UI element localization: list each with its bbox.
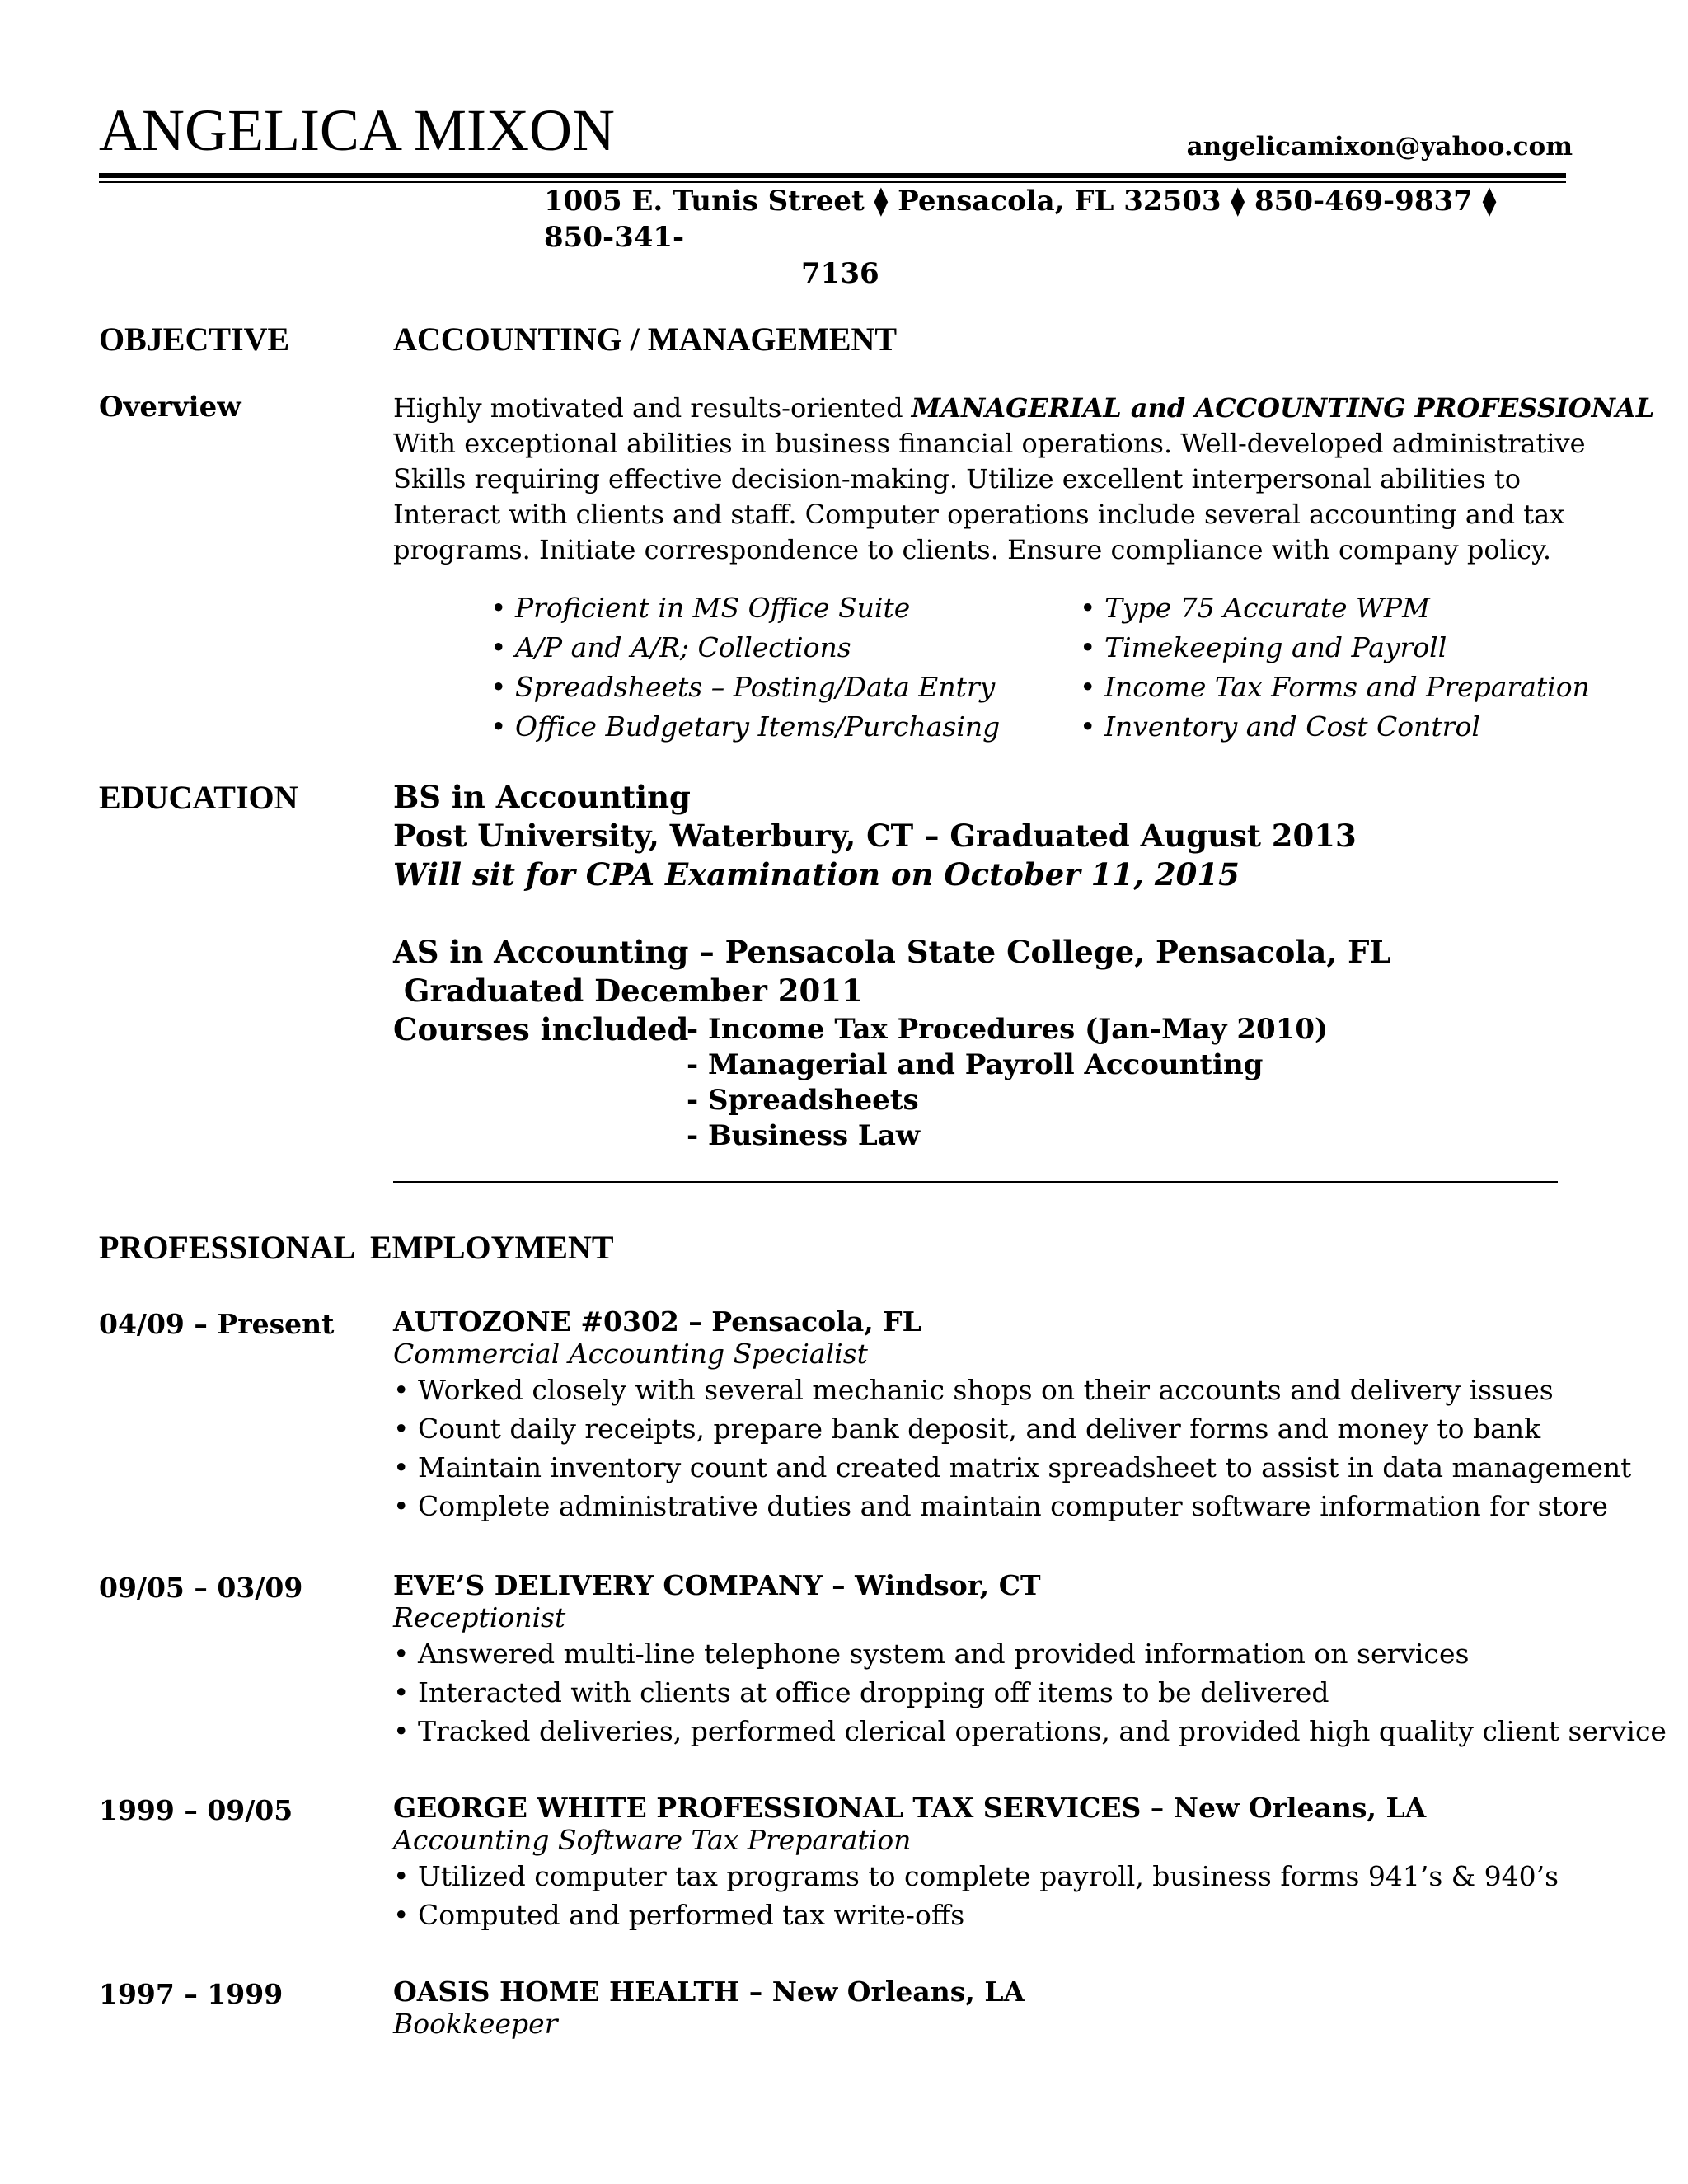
overview-line-5: programs. Initiate correspondence to clients. Ensure compliance with company policy. (393, 534, 1552, 565)
skill-item: • Timekeeping and Payroll (1080, 631, 1447, 663)
job-employer: OASIS HOME HEALTH – New Orleans, LA (393, 1975, 1025, 2008)
skills-right-column (1080, 588, 1590, 747)
job-bullet: • Worked closely with several mechanic shops on their accounts and delivery issues (393, 1374, 1554, 1406)
overview-label: Overview (99, 391, 241, 424)
job-role: Bookkeeper (393, 2008, 558, 2040)
email-address: angelicamixon@yahoo.com (1186, 132, 1573, 162)
course-item: - Spreadsheets (687, 1084, 919, 1117)
skill-item: • Inventory and Cost Control (1080, 710, 1480, 743)
address-line-1: 1005 E. Tunis Street ⧫ Pensacola, FL 32503 ⧫ 850-469-9837 ⧫ 850-341- (544, 185, 1497, 254)
overview-line-1 (393, 391, 1655, 426)
job-dates: 04/09 – Present (99, 1308, 335, 1340)
job-bullet: • Complete administrative duties and maintain computer software information for store (393, 1490, 1608, 1522)
objective-heading: OBJECTIVE (99, 321, 290, 358)
job-bullet: • Computed and performed tax write-offs (393, 1899, 965, 1931)
skill-item: • Office Budgetary Items/Purchasing (490, 710, 1001, 743)
skill-item: • Spreadsheets – Posting/Data Entry (490, 671, 996, 703)
job-bullet: • Interacted with clients at office dropping off items to be delivered (393, 1676, 1329, 1708)
header-rule-thick (99, 173, 1566, 178)
contact-address (544, 183, 1566, 292)
courses-label: Courses included (393, 1011, 689, 1047)
job-entry-autozone (393, 1302, 1632, 1526)
skill-item: • A/P and A/R; Collections (490, 631, 851, 663)
objective-title: ACCOUNTING / MANAGEMENT (393, 321, 898, 358)
job-dates: 09/05 – 03/09 (99, 1572, 303, 1604)
job-bullet: • Count daily receipts, prepare bank deposit, and deliver forms and money to bank (393, 1413, 1541, 1445)
job-role: Accounting Software Tax Preparation (393, 1824, 912, 1856)
job-entry-eves-delivery (393, 1566, 1667, 1750)
overview-line-4: Interact with clients and staff. Computer operations include several accounting and tax (393, 499, 1565, 530)
overview-line-3: Skills requiring effective decision-making. Utilize excellent interpersonal abilities to (393, 463, 1522, 494)
job-employer: GEORGE WHITE PROFESSIONAL TAX SERVICES – New Orleans, LA (393, 1792, 1427, 1824)
overview-line-2: With exceptional abilities in business financial operations. Well-developed administrative (393, 428, 1586, 459)
address-line-2: 7136 (801, 257, 879, 290)
degree-as: AS in Accounting – Pensacola State College, Pensacola, FL (393, 934, 1391, 970)
job-dates: 1997 – 1999 (99, 1978, 284, 2010)
job-bullet: • Utilized computer tax programs to complete payroll, business forms 941’s & 940’s (393, 1860, 1559, 1892)
job-role: Receptionist (393, 1601, 566, 1633)
job-entry-oasis (393, 1972, 1597, 2041)
overview-emphasis: MANAGERIAL and ACCOUNTING PROFESSIONAL (911, 392, 1655, 424)
job-dates: 1999 – 09/05 (99, 1794, 293, 1826)
job-bullet: • Tracked deliveries, performed clerical operations, and provided high quality client service (393, 1715, 1667, 1747)
overview-line-1-text: Highly motivated and results-oriented (393, 392, 912, 424)
skill-item: • Income Tax Forms and Preparation (1080, 671, 1590, 703)
overview-text (393, 391, 1655, 568)
skill-item: • Type 75 Accurate WPM (1080, 592, 1430, 624)
skill-item: • Proficient in MS Office Suite (490, 592, 911, 624)
course-item: - Business Law (687, 1119, 921, 1152)
job-entry-george-white (393, 1788, 1597, 1934)
job-bullet: • Maintain inventory count and created matrix spreadsheet to assist in data management (393, 1451, 1632, 1483)
education-divider (393, 1181, 1558, 1183)
job-role: Commercial Accounting Specialist (393, 1338, 868, 1370)
course-item: - Income Tax Procedures (Jan-May 2010) (687, 1013, 1329, 1046)
education-heading: EDUCATION (99, 779, 298, 816)
job-employer: EVE’S DELIVERY COMPANY – Windsor, CT (393, 1569, 1041, 1601)
degree-bs: BS in Accounting (393, 779, 691, 815)
job-bullet: • Answered multi-line telephone system and provided information on services (393, 1638, 1470, 1670)
skills-left-column (490, 588, 1000, 747)
candidate-name: ANGELICA MIXON (99, 97, 615, 163)
job-employer: AUTOZONE #0302 – Pensacola, FL (393, 1305, 921, 1338)
cpa-note: Will sit for CPA Examination on October 11, 2015 (393, 856, 1240, 893)
graduated-2011: Graduated December 2011 (393, 972, 863, 1009)
courses-list (687, 1012, 1328, 1154)
school-post-university: Post University, Waterbury, CT – Graduated August 2013 (393, 818, 1357, 854)
employment-heading: PROFESSIONAL EMPLOYMENT (99, 1229, 614, 1266)
course-item: - Managerial and Payroll Accounting (687, 1048, 1264, 1081)
